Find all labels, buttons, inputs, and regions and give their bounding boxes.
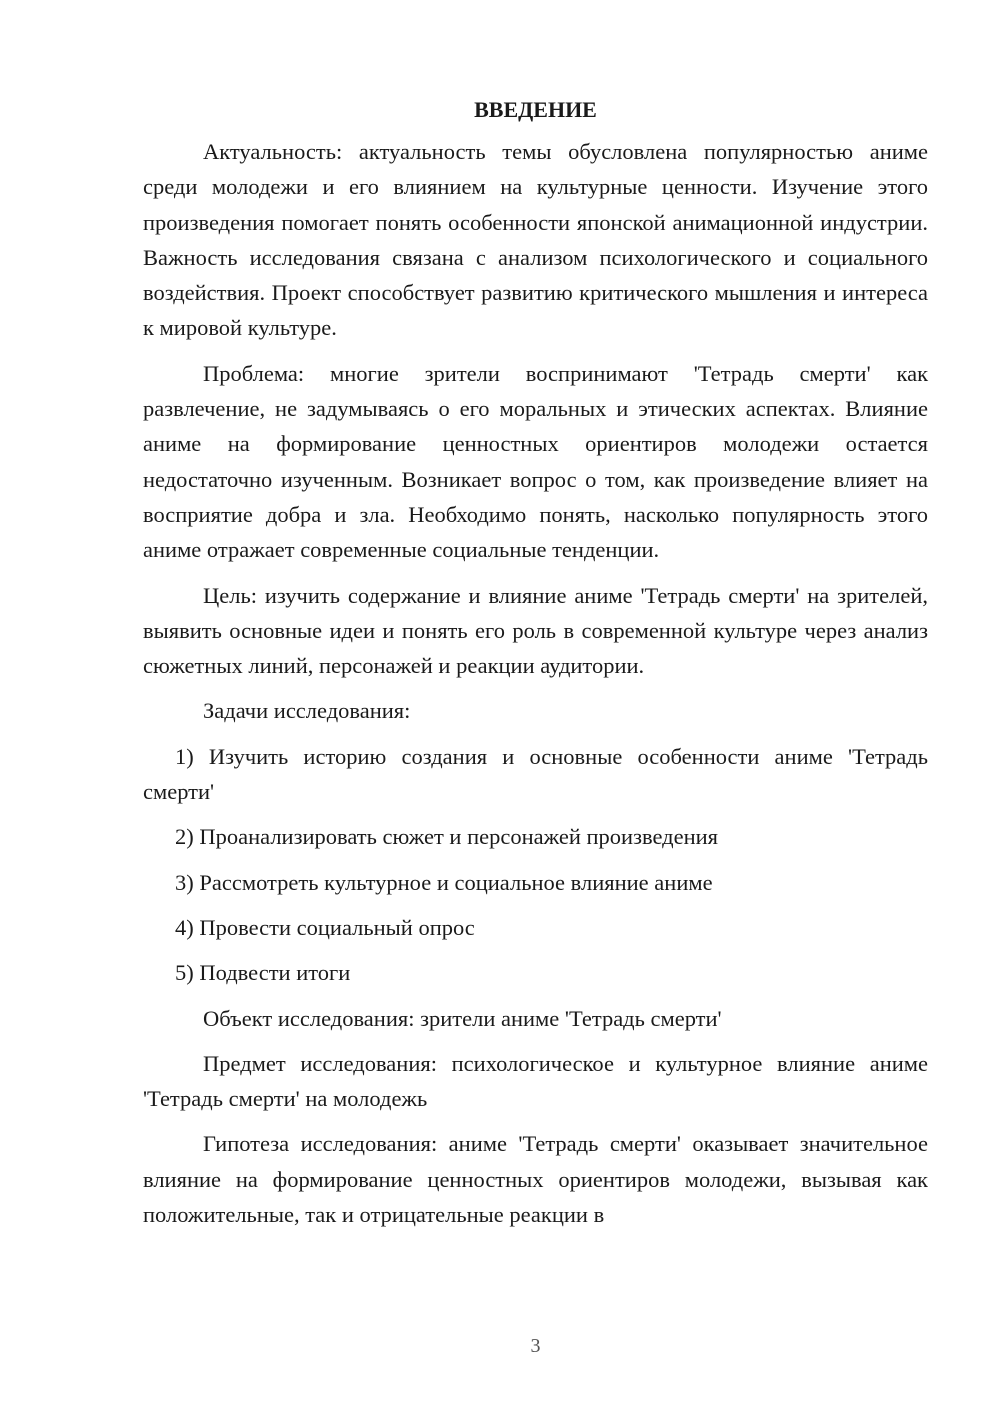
problem-paragraph: Проблема: многие зрители воспринимают 'Тетрадь смерти' как развлечение, не задумываясь о его моральных и этических аспектах. Влияние аниме на формирование ценностных ориентиров молодежи остается недостаточно изученным. Возникает вопрос о том, как произведение влияет на восприятие добра и зла. Необходимо понять, насколько популярность этого аниме отражает современные социальные тенденции. — [143, 360, 928, 563]
relevance-paragraph: Актуальность: актуальность темы обусловлена популярностью аниме среди молодежи и его влиянием на культурные ценности. Изучение этого произведения помогает понять особенности японской анимационной индустрии. Важность исследования связана с анализом психологического и социального воздействия. Проект способствует развитию критического мышления и интереса к мировой культуре. — [143, 139, 928, 341]
tasks-heading: Задачи исследования: — [203, 698, 411, 724]
object-paragraph: Объект исследования: зрители аниме 'Тетрадь смерти' — [203, 1005, 722, 1031]
list-item: 2) Проанализировать сюжет и персонажей произведения — [175, 824, 719, 850]
document-page — [143, 96, 928, 1242]
hypothesis-paragraph: Гипотеза исследования: аниме 'Тетрадь смерти' оказывает значительное влияние на формирование ценностных ориентиров молодежи, вызывая как положительные, так и отрицательные реакции в — [143, 1131, 928, 1228]
page-title: ВВЕДЕНИЕ — [474, 97, 597, 122]
page-number: 3 — [530, 1335, 541, 1357]
subject-paragraph: Предмет исследования: психологическое и культурное влияние аниме 'Тетрадь смерти' на молодежь — [143, 1050, 928, 1112]
list-item: 5) Подвести итоги — [175, 960, 351, 986]
goal-paragraph: Цель: изучить содержание и влияние аниме 'Тетрадь смерти' на зрителей, выявить основные идеи и понять его роль в современной культуре через анализ сюжетных линий, персонажей и реакции аудитории. — [143, 582, 928, 679]
tasks-list — [143, 739, 928, 991]
list-item: 1) Изучить историю создания и основные особенности аниме 'Тетрадь смерти' — [143, 743, 928, 805]
list-item: 4) Провести социальный опрос — [175, 914, 475, 940]
list-item: 3) Рассмотреть культурное и социальное влияние аниме — [175, 869, 713, 895]
